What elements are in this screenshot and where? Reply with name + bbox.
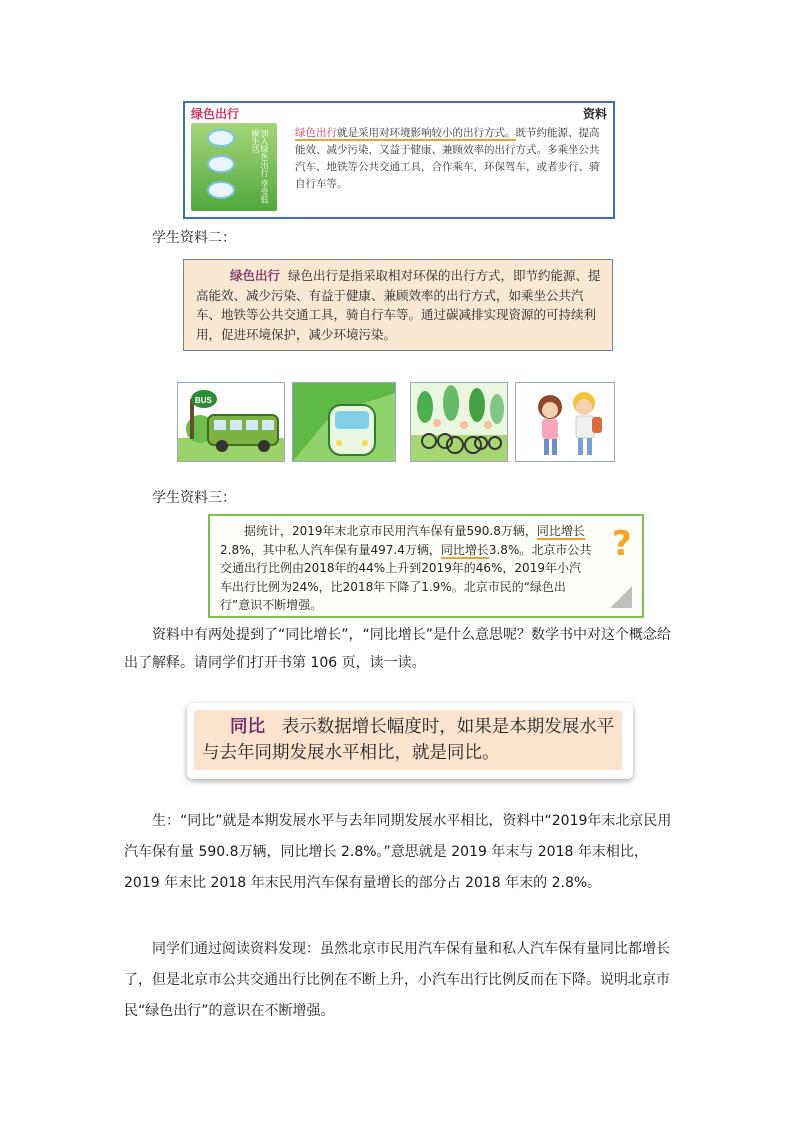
material-2-text — [196, 266, 602, 344]
material-3-part: 2.8%，其中私人汽车保有量497.4万辆， — [220, 542, 441, 557]
question-mark-icon: ? — [612, 524, 632, 564]
hikers-picture — [515, 382, 615, 462]
material-2-keyword: 绿色出行 — [230, 268, 281, 283]
student-material-3-label: 学生资料三： — [152, 490, 236, 506]
paragraph-question: 资料中有两处提到了“同比增长”，“同比增长”是什么意思呢？数学书中对这个概念给出了解释。请同学们打开书第 106 页，读一读。 — [124, 627, 672, 671]
paragraph-student-answer: 生：“同比”就是本期发展水平与去年同期发展水平相比，资料中“2019年末北京民用汽车保有量 590.8万辆，同比增长 2.8%。”意思就是 2019 年末与 2018 年末相比，2019 年末比 2018 年末民用汽车保有量增长的部分占 2018 年末的 2.8%。 — [124, 813, 672, 891]
student-material-2-label: 学生资料二： — [152, 230, 236, 246]
material-2-body: 绿色出行是指采取相对环保的出行方式，即节约能源、提高能效、减少污染、有益于健康、兼顾效率的出行方式，如乘坐公共汽车、地铁等公共交通工具，骑自行车等。通过碳减排实现资源的可持续利用，促进环境保护，减少环境污染。 — [196, 268, 601, 342]
material-box-green-travel — [183, 101, 615, 219]
bus-picture — [177, 382, 285, 462]
cyclists-illustration — [411, 383, 507, 461]
definition-keyword: 同比 — [230, 717, 265, 737]
material-box-3 — [208, 514, 644, 618]
material-tag: 资料 — [582, 107, 607, 121]
poster-slogan: 加入绿色出行 享受低碳生活 — [251, 129, 269, 204]
material-body: 既节约能源、提高能效、减少污染，又益于健康、兼顾效率的出行方式。多乘坐公共汽车、地铁等公共交通工具，合作乘车，环保驾车，或者步行、骑自行车等。 — [295, 127, 600, 190]
hikers-illustration — [516, 383, 614, 461]
bus-sign-label: BUS — [195, 396, 212, 405]
definition-inner — [194, 710, 622, 770]
definition-text — [202, 714, 616, 766]
planet-icon — [207, 129, 235, 147]
planet-icon — [207, 181, 235, 199]
highlight-yoy-growth: 同比增长 — [440, 542, 489, 557]
material-text — [295, 125, 607, 193]
lead-rest: 就是采用对环境影响较小的出行方式。 — [337, 127, 516, 139]
definition-box — [187, 703, 633, 779]
planet-icon — [207, 155, 235, 173]
material-box-2 — [183, 259, 613, 351]
train-picture — [292, 382, 396, 462]
material-3-text — [220, 522, 592, 615]
train-illustration — [293, 383, 395, 461]
lead-keyword: 绿色出行 — [295, 127, 337, 139]
cyclists-picture — [410, 382, 508, 462]
highlight-yoy-growth: 同比增长 — [536, 524, 585, 538]
page-curl-icon — [610, 586, 632, 608]
bus-illustration — [178, 383, 284, 461]
definition-body: 表示数据增长幅度时，如果是本期发展水平与去年同期发展水平相比，就是同比。 — [202, 717, 615, 763]
material-3-part: 3.8%。北京市公共交通出行比例由2018年的44%上升到2019年的46%，2019年小汽车出行比例为24%，比2018年下降了1.9%。北京市民的“绿色出行”意识不断增强。 — [220, 542, 592, 613]
material-title: 绿色出行 — [191, 107, 240, 121]
paragraph-conclusion: 同学们通过阅读资料发现：虽然北京市民用汽车保有量和私人汽车保有量同比都增长了，但是北京市公共交通出行比例在不断上升，小汽车出行比例反而在下降。说明北京市民“绿色出行”的意识在不断增强。 — [124, 941, 670, 1019]
green-travel-poster — [191, 123, 277, 211]
material-3-part: 据统计，2019年末北京市民用汽车保有量590.8万辆， — [244, 524, 537, 538]
